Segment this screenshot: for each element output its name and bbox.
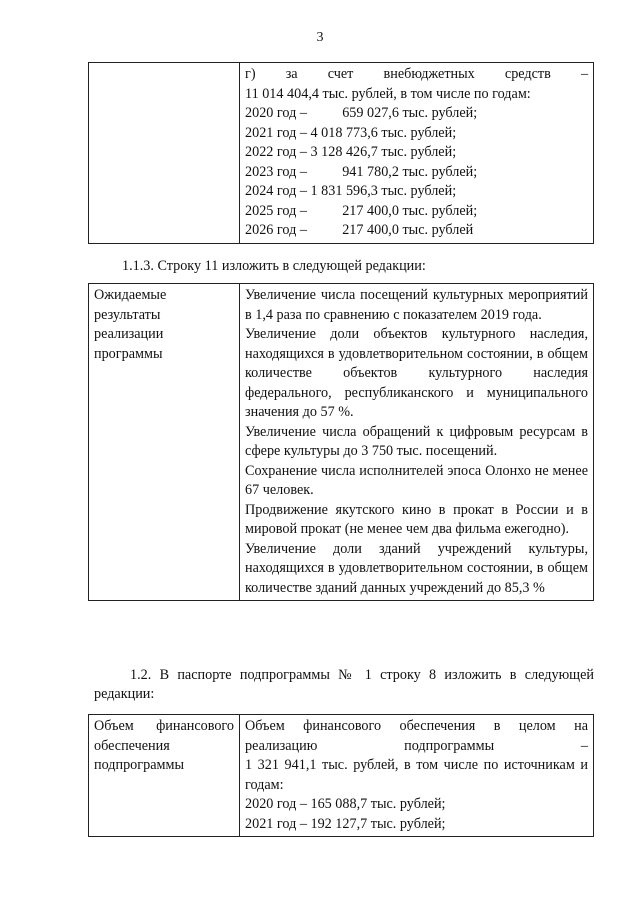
result-item: Увеличение числа обращений к цифровым ресурсам в сфере культуры до 3 750 тыс. посещений. bbox=[245, 423, 588, 459]
paragraph-1-2-line: 1.2. В паспорте подпрограммы № 1 строку 8 изложить в следующей bbox=[130, 667, 594, 683]
expected-results-list bbox=[240, 284, 594, 601]
result-item: Увеличение доли зданий учреждений культуры, находящихся в удовлетворительном состоянии, в общем количестве зданий данных учреждений до 85,3 % bbox=[245, 540, 588, 596]
table-left-cell-empty bbox=[89, 63, 240, 244]
result-item: Сохранение числа исполнителей эпоса Олонхо не менее 67 человек. bbox=[245, 462, 588, 498]
result-item: Увеличение числа посещений культурных мероприятий в 1,4 раза по сравнению с показателем 2019 года. bbox=[245, 287, 588, 323]
paragraph-1-2-line: редакции: bbox=[94, 686, 155, 702]
result-item: Увеличение доли объектов культурного наследия, находящихся в удовлетворительном состоянии, в общем количестве объектов культурного наследия федерального, республиканского и муниципального значения до 57 %. bbox=[245, 326, 588, 420]
year-row: 2025 год – 217 400,0 тыс. рублей; bbox=[245, 202, 478, 219]
funding-table-continued bbox=[88, 62, 594, 244]
year-row: 2020 год – 165 088,7 тыс. рублей; bbox=[245, 796, 446, 812]
year-row: 2021 год – 4 018 773,6 тыс. рублей; bbox=[245, 124, 457, 141]
year-row: 2022 год – 3 128 426,7 тыс. рублей; bbox=[245, 144, 457, 160]
funding-volume-label: Объем финансового обеспечения подпрограммы bbox=[89, 715, 240, 837]
funding-volume-value: Объем финансового обеспечения в целом на реализацию подпрограммы – 1 321 941,1 тыс. рублей, в том числе по источникам и годам: 2020 год – 165 088,7 тыс. рублей; 2021 год – 192 127,7 тыс. рублей; bbox=[240, 715, 594, 837]
page-number: 3 bbox=[316, 30, 324, 45]
year-row: 2024 год – 1 831 596,3 тыс. рублей; bbox=[245, 183, 457, 199]
extrabudgetary-funding-cell bbox=[240, 63, 594, 244]
funding-source-heading: г) за счет внебюджетных средств – bbox=[245, 66, 589, 82]
year-row: 2021 год – 192 127,7 тыс. рублей; bbox=[245, 815, 446, 832]
year-row: 2026 год – 217 400,0 тыс. рублей bbox=[245, 222, 474, 238]
expected-results-label: Ожидаемые результаты реализации программы bbox=[89, 284, 240, 601]
subprogram-funding-table bbox=[88, 714, 594, 837]
funding-total: 1 321 941,1 тыс. рублей, в том числе по источникам и годам: bbox=[245, 757, 588, 793]
year-row: 2020 год – 659 027,6 тыс. рублей; bbox=[245, 105, 478, 121]
result-item: Продвижение якутского кино в прокат в России и в мировой прокат (не менее чем два фильма ежегодно). bbox=[245, 501, 588, 537]
expected-results-table bbox=[88, 283, 594, 601]
funding-total: 11 014 404,4 тыс. рублей, в том числе по годам: bbox=[245, 85, 531, 102]
paragraph-1-2 bbox=[94, 666, 594, 704]
year-row: 2023 год – 941 780,2 тыс. рублей; bbox=[245, 163, 478, 180]
paragraph-1-1-3: 1.1.3. Строку 11 изложить в следующей редакции: bbox=[122, 258, 426, 274]
